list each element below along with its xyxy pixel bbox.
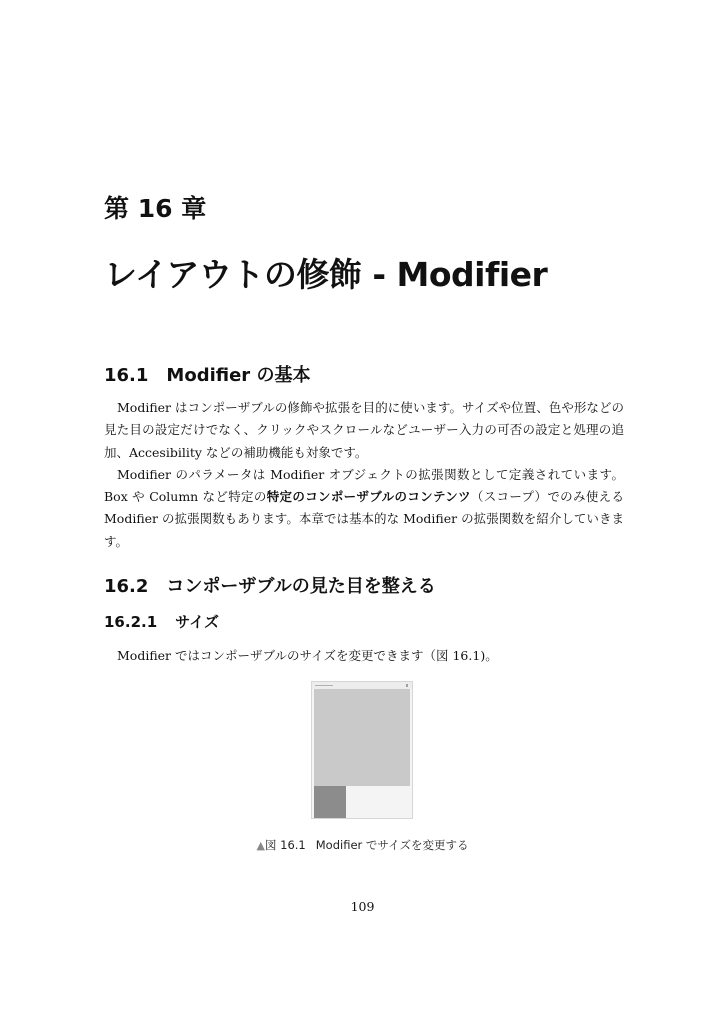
figure-number: 図 16.1 bbox=[264, 838, 306, 852]
section-number: 16.2 bbox=[104, 576, 149, 597]
paragraph: Modifier ではコンポーザブルのサイズを変更できます（図 16.1)。 bbox=[117, 648, 498, 663]
emphasized-text: 特定のコンポーザブルのコンテンツ bbox=[266, 489, 471, 505]
paragraph: Modifier はコンポーザブルの修飾や拡張を目的に使います。サイズや位置、色や形などの見た目の設定だけでなく、クリックやスクロールなどユーザー入力の可否の設定と処理の追加、Accesibility などの補助機能も対象です。 bbox=[104, 400, 624, 460]
subsection-number: 16.2.1 bbox=[104, 613, 158, 631]
small-box bbox=[314, 786, 346, 818]
section-heading-16-2 bbox=[104, 574, 436, 600]
figure-caption-text: Modifier でサイズを変更する bbox=[315, 838, 469, 852]
section-heading-16-1 bbox=[104, 363, 310, 389]
section-title: Modifier の基本 bbox=[166, 365, 311, 386]
figure-phone-screen bbox=[311, 681, 413, 819]
status-bar bbox=[312, 682, 412, 689]
paragraph-text: Modifier のパラメータは Modifier オブジェクトの拡張関数として定義されています。Box や Column など特定の bbox=[104, 466, 624, 505]
section-title: コンポーザブルの見た目を整える bbox=[166, 576, 436, 597]
status-bar-text bbox=[315, 685, 333, 686]
chapter-title: レイアウトの修飾 - Modifier bbox=[104, 255, 548, 294]
section-16-1-body bbox=[104, 397, 624, 553]
figure-caption bbox=[0, 836, 725, 855]
subsection-title: サイズ bbox=[175, 613, 219, 631]
paragraph bbox=[104, 464, 624, 553]
large-box bbox=[314, 689, 410, 786]
page-number: 109 bbox=[350, 899, 375, 914]
subsection-heading-16-2-1 bbox=[104, 611, 219, 633]
section-16-2-1-body bbox=[104, 645, 624, 667]
triangle-icon: ▲ bbox=[256, 839, 265, 852]
chapter-label: 第 16 章 bbox=[104, 194, 207, 223]
battery-icon bbox=[406, 684, 408, 687]
section-number: 16.1 bbox=[104, 365, 149, 386]
paragraph-text: （スコープ）でのみ使える Modifier の拡張関数もあります。本章では基本的な Modifier の拡張関数を紹介していきます。 bbox=[104, 489, 624, 549]
